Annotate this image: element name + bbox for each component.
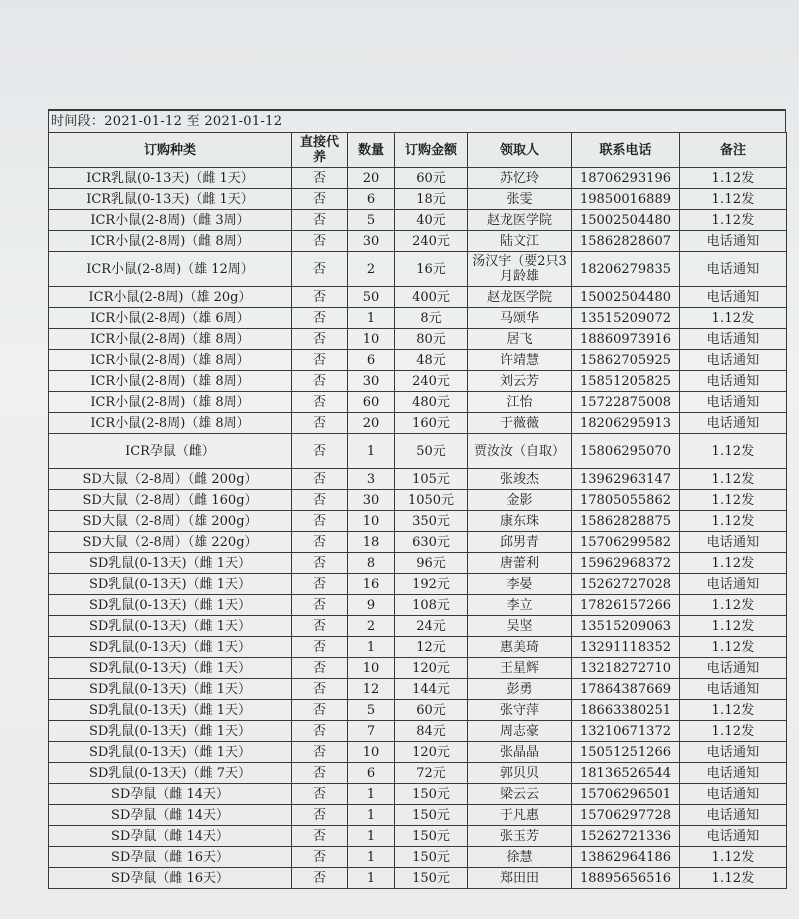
amount-cell: 50元 — [395, 434, 468, 469]
phone-cell: 15262721336 — [572, 826, 680, 847]
amount-cell: 150元 — [395, 868, 468, 889]
amount-cell: 480元 — [395, 392, 468, 413]
phone-cell: 13291118352 — [572, 637, 680, 658]
amount-cell: 400元 — [395, 287, 468, 308]
species-cell: SD乳鼠(0-13天)（雌 1天） — [49, 553, 292, 574]
quantity-cell: 10 — [348, 329, 395, 350]
recipient-cell: 李晏 — [468, 574, 572, 595]
direct-care-cell: 否 — [292, 434, 348, 469]
species-cell: SD孕鼠（雌 14天） — [49, 826, 292, 847]
phone-cell: 13210671372 — [572, 721, 680, 742]
remark-cell: 1.12发 — [680, 210, 787, 231]
amount-cell: 192元 — [395, 574, 468, 595]
recipient-cell: 徐慧 — [468, 847, 572, 868]
species-cell: SD大鼠（2-8周）（雄 220g） — [49, 532, 292, 553]
direct-care-cell: 否 — [292, 371, 348, 392]
table-header-row — [49, 133, 787, 168]
header-species: 订购种类 — [49, 133, 292, 168]
direct-care-cell: 否 — [292, 826, 348, 847]
recipient-cell: 江怡 — [468, 392, 572, 413]
recipient-cell: 周志豪 — [468, 721, 572, 742]
header-remark: 备注 — [680, 133, 787, 168]
species-cell: ICR小鼠(2-8周)（雄 20g） — [49, 287, 292, 308]
quantity-cell: 16 — [348, 574, 395, 595]
recipient-cell: 赵龙医学院 — [468, 287, 572, 308]
quantity-cell: 5 — [348, 210, 395, 231]
amount-cell: 8元 — [395, 308, 468, 329]
recipient-cell: 金影 — [468, 490, 572, 511]
species-cell: SD乳鼠(0-13天)（雌 7天） — [49, 763, 292, 784]
species-cell: ICR乳鼠(0-13天)（雌 1天） — [49, 168, 292, 189]
table-row — [49, 553, 787, 574]
species-cell: ICR小鼠(2-8周)（雄 8周） — [49, 413, 292, 434]
quantity-cell: 10 — [348, 511, 395, 532]
remark-cell: 电话通知 — [680, 252, 787, 287]
table-row — [49, 574, 787, 595]
amount-cell: 60元 — [395, 700, 468, 721]
quantity-cell: 8 — [348, 553, 395, 574]
quantity-cell: 1 — [348, 805, 395, 826]
remark-cell: 电话通知 — [680, 679, 787, 700]
order-table — [48, 132, 787, 889]
direct-care-cell: 否 — [292, 252, 348, 287]
table-row — [49, 287, 787, 308]
amount-cell: 144元 — [395, 679, 468, 700]
remark-cell: 1.12发 — [680, 434, 787, 469]
recipient-cell: 邱男青 — [468, 532, 572, 553]
table-row — [49, 637, 787, 658]
remark-cell: 电话通知 — [680, 350, 787, 371]
quantity-cell: 20 — [348, 413, 395, 434]
direct-care-cell: 否 — [292, 679, 348, 700]
direct-care-cell: 否 — [292, 168, 348, 189]
phone-cell: 15706299582 — [572, 532, 680, 553]
header-direct-care: 直接代养 — [292, 133, 348, 168]
remark-cell: 电话通知 — [680, 231, 787, 252]
amount-cell: 96元 — [395, 553, 468, 574]
remark-cell: 电话通知 — [680, 826, 787, 847]
remark-cell: 1.12发 — [680, 700, 787, 721]
remark-cell: 1.12发 — [680, 189, 787, 210]
recipient-cell: 汤汉宇（要2只3月龄雄 — [468, 252, 572, 287]
species-cell: ICR小鼠(2-8周)（雄 8周） — [49, 392, 292, 413]
table-row — [49, 308, 787, 329]
table-row — [49, 371, 787, 392]
amount-cell: 80元 — [395, 329, 468, 350]
phone-cell: 15862828607 — [572, 231, 680, 252]
remark-cell: 电话通知 — [680, 287, 787, 308]
remark-cell: 电话通知 — [680, 532, 787, 553]
direct-care-cell: 否 — [292, 511, 348, 532]
species-cell: SD大鼠（2-8周）（雄 200g） — [49, 511, 292, 532]
remark-cell: 电话通知 — [680, 392, 787, 413]
species-cell: ICR小鼠(2-8周)（雌 8周） — [49, 231, 292, 252]
remark-cell: 电话通知 — [680, 574, 787, 595]
recipient-cell: 李立 — [468, 595, 572, 616]
amount-cell: 1050元 — [395, 490, 468, 511]
recipient-cell: 张竣杰 — [468, 469, 572, 490]
phone-cell: 13218272710 — [572, 658, 680, 679]
phone-cell: 18206295913 — [572, 413, 680, 434]
remark-cell: 电话通知 — [680, 413, 787, 434]
remark-cell: 1.12发 — [680, 511, 787, 532]
amount-cell: 24元 — [395, 616, 468, 637]
quantity-cell: 60 — [348, 392, 395, 413]
recipient-cell: 康东珠 — [468, 511, 572, 532]
direct-care-cell: 否 — [292, 287, 348, 308]
recipient-cell: 张守萍 — [468, 700, 572, 721]
period-label: 时间段：2021-01-12 至 2021-01-12 — [48, 109, 786, 132]
amount-cell: 40元 — [395, 210, 468, 231]
amount-cell: 16元 — [395, 252, 468, 287]
phone-cell: 17864387669 — [572, 679, 680, 700]
species-cell: ICR小鼠(2-8周)（雄 8周） — [49, 329, 292, 350]
recipient-cell: 于凡惠 — [468, 805, 572, 826]
amount-cell: 150元 — [395, 826, 468, 847]
phone-cell: 17805055862 — [572, 490, 680, 511]
amount-cell: 150元 — [395, 805, 468, 826]
species-cell: ICR小鼠(2-8周)（雄 12周） — [49, 252, 292, 287]
direct-care-cell: 否 — [292, 637, 348, 658]
recipient-cell: 吴坚 — [468, 616, 572, 637]
recipient-cell: 许靖慧 — [468, 350, 572, 371]
remark-cell: 1.12发 — [680, 595, 787, 616]
amount-cell: 18元 — [395, 189, 468, 210]
direct-care-cell: 否 — [292, 658, 348, 679]
remark-cell: 1.12发 — [680, 616, 787, 637]
recipient-cell: 惠美琦 — [468, 637, 572, 658]
quantity-cell: 3 — [348, 469, 395, 490]
amount-cell: 48元 — [395, 350, 468, 371]
remark-cell: 1.12发 — [680, 168, 787, 189]
amount-cell: 108元 — [395, 595, 468, 616]
phone-cell: 15862705925 — [572, 350, 680, 371]
quantity-cell: 12 — [348, 679, 395, 700]
direct-care-cell: 否 — [292, 532, 348, 553]
direct-care-cell: 否 — [292, 210, 348, 231]
quantity-cell: 6 — [348, 350, 395, 371]
direct-care-cell: 否 — [292, 616, 348, 637]
phone-cell: 15862828875 — [572, 511, 680, 532]
quantity-cell: 5 — [348, 700, 395, 721]
direct-care-cell: 否 — [292, 469, 348, 490]
phone-cell: 15962968372 — [572, 553, 680, 574]
phone-cell: 18706293196 — [572, 168, 680, 189]
table-row — [49, 392, 787, 413]
table-row — [49, 658, 787, 679]
quantity-cell: 1 — [348, 308, 395, 329]
recipient-cell: 郭贝贝 — [468, 763, 572, 784]
amount-cell: 120元 — [395, 658, 468, 679]
header-phone: 联系电话 — [572, 133, 680, 168]
quantity-cell: 2 — [348, 252, 395, 287]
quantity-cell: 6 — [348, 763, 395, 784]
table-row — [49, 434, 787, 469]
table-row — [49, 595, 787, 616]
recipient-cell: 于薇薇 — [468, 413, 572, 434]
amount-cell: 630元 — [395, 532, 468, 553]
species-cell: SD大鼠（2-8周）（雌 160g） — [49, 490, 292, 511]
recipient-cell: 居飞 — [468, 329, 572, 350]
remark-cell: 1.12发 — [680, 868, 787, 889]
table-row — [49, 763, 787, 784]
quantity-cell: 9 — [348, 595, 395, 616]
remark-cell: 1.12发 — [680, 490, 787, 511]
recipient-cell: 陆文江 — [468, 231, 572, 252]
direct-care-cell: 否 — [292, 721, 348, 742]
remark-cell: 1.12发 — [680, 308, 787, 329]
quantity-cell: 1 — [348, 434, 395, 469]
species-cell: SD乳鼠(0-13天)（雌 1天） — [49, 658, 292, 679]
recipient-cell: 郑田田 — [468, 868, 572, 889]
amount-cell: 84元 — [395, 721, 468, 742]
species-cell: SD乳鼠(0-13天)（雌 1天） — [49, 595, 292, 616]
remark-cell: 1.12发 — [680, 553, 787, 574]
remark-cell: 电话通知 — [680, 329, 787, 350]
species-cell: ICR孕鼠（雌） — [49, 434, 292, 469]
phone-cell: 15722875008 — [572, 392, 680, 413]
recipient-cell: 彭勇 — [468, 679, 572, 700]
recipient-cell: 张晶晶 — [468, 742, 572, 763]
direct-care-cell: 否 — [292, 350, 348, 371]
recipient-cell: 苏忆玲 — [468, 168, 572, 189]
direct-care-cell: 否 — [292, 763, 348, 784]
direct-care-cell: 否 — [292, 490, 348, 511]
species-cell: ICR小鼠(2-8周)（雄 6周） — [49, 308, 292, 329]
recipient-cell: 贾汝汝（自取） — [468, 434, 572, 469]
table-row — [49, 329, 787, 350]
table-row — [49, 252, 787, 287]
table-row — [49, 826, 787, 847]
remark-cell: 电话通知 — [680, 371, 787, 392]
phone-cell: 13515209063 — [572, 616, 680, 637]
table-row — [49, 350, 787, 371]
amount-cell: 240元 — [395, 371, 468, 392]
direct-care-cell: 否 — [292, 392, 348, 413]
quantity-cell: 50 — [348, 287, 395, 308]
remark-cell: 电话通知 — [680, 742, 787, 763]
direct-care-cell: 否 — [292, 413, 348, 434]
species-cell: SD孕鼠（雌 16天） — [49, 868, 292, 889]
table-row — [49, 168, 787, 189]
direct-care-cell: 否 — [292, 231, 348, 252]
quantity-cell: 1 — [348, 826, 395, 847]
amount-cell: 160元 — [395, 413, 468, 434]
quantity-cell: 1 — [348, 784, 395, 805]
quantity-cell: 1 — [348, 847, 395, 868]
phone-cell: 18136526544 — [572, 763, 680, 784]
direct-care-cell: 否 — [292, 574, 348, 595]
quantity-cell: 1 — [348, 637, 395, 658]
direct-care-cell: 否 — [292, 308, 348, 329]
species-cell: SD乳鼠(0-13天)（雌 1天） — [49, 574, 292, 595]
remark-cell: 电话通知 — [680, 658, 787, 679]
quantity-cell: 18 — [348, 532, 395, 553]
recipient-cell: 王星辉 — [468, 658, 572, 679]
phone-cell: 15806295070 — [572, 434, 680, 469]
species-cell: SD乳鼠(0-13天)（雌 1天） — [49, 700, 292, 721]
table-row — [49, 868, 787, 889]
phone-cell: 15002504480 — [572, 210, 680, 231]
direct-care-cell: 否 — [292, 805, 348, 826]
quantity-cell: 30 — [348, 231, 395, 252]
species-cell: SD孕鼠（雌 16天） — [49, 847, 292, 868]
phone-cell: 19850016889 — [572, 189, 680, 210]
table-row — [49, 532, 787, 553]
quantity-cell: 10 — [348, 658, 395, 679]
phone-cell: 13862964186 — [572, 847, 680, 868]
table-row — [49, 616, 787, 637]
phone-cell: 18860973916 — [572, 329, 680, 350]
species-cell: ICR小鼠(2-8周)（雄 8周） — [49, 371, 292, 392]
amount-cell: 105元 — [395, 469, 468, 490]
amount-cell: 120元 — [395, 742, 468, 763]
recipient-cell: 刘云芳 — [468, 371, 572, 392]
table-row — [49, 469, 787, 490]
phone-cell: 17826157266 — [572, 595, 680, 616]
amount-cell: 72元 — [395, 763, 468, 784]
amount-cell: 150元 — [395, 784, 468, 805]
direct-care-cell: 否 — [292, 847, 348, 868]
phone-cell: 13515209072 — [572, 308, 680, 329]
remark-cell: 1.12发 — [680, 469, 787, 490]
direct-care-cell: 否 — [292, 329, 348, 350]
species-cell: SD乳鼠(0-13天)（雌 1天） — [49, 637, 292, 658]
table-row — [49, 700, 787, 721]
phone-cell: 15851205825 — [572, 371, 680, 392]
remark-cell: 电话通知 — [680, 805, 787, 826]
phone-cell: 15706297728 — [572, 805, 680, 826]
remark-cell: 电话通知 — [680, 784, 787, 805]
amount-cell: 60元 — [395, 168, 468, 189]
recipient-cell: 梁云云 — [468, 784, 572, 805]
species-cell: SD大鼠（2-8周）（雌 200g） — [49, 469, 292, 490]
phone-cell: 15706296501 — [572, 784, 680, 805]
table-row — [49, 847, 787, 868]
direct-care-cell: 否 — [292, 553, 348, 574]
direct-care-cell: 否 — [292, 595, 348, 616]
species-cell: SD乳鼠(0-13天)（雌 1天） — [49, 721, 292, 742]
quantity-cell: 30 — [348, 371, 395, 392]
table-row — [49, 413, 787, 434]
species-cell: SD孕鼠（雌 14天） — [49, 784, 292, 805]
quantity-cell: 20 — [348, 168, 395, 189]
amount-cell: 240元 — [395, 231, 468, 252]
species-cell: ICR小鼠(2-8周)（雄 8周） — [49, 350, 292, 371]
table-row — [49, 742, 787, 763]
amount-cell: 12元 — [395, 637, 468, 658]
species-cell: SD孕鼠（雌 14天） — [49, 805, 292, 826]
remark-cell: 1.12发 — [680, 637, 787, 658]
recipient-cell: 马颂华 — [468, 308, 572, 329]
direct-care-cell: 否 — [292, 868, 348, 889]
remark-cell: 1.12发 — [680, 847, 787, 868]
phone-cell: 15002504480 — [572, 287, 680, 308]
recipient-cell: 张玉芳 — [468, 826, 572, 847]
table-row — [49, 721, 787, 742]
table-row — [49, 210, 787, 231]
quantity-cell: 10 — [348, 742, 395, 763]
species-cell: SD乳鼠(0-13天)（雌 1天） — [49, 679, 292, 700]
species-cell: SD乳鼠(0-13天)（雌 1天） — [49, 742, 292, 763]
species-cell: ICR小鼠(2-8周)（雌 3周） — [49, 210, 292, 231]
table-row — [49, 805, 787, 826]
recipient-cell: 唐蕾利 — [468, 553, 572, 574]
phone-cell: 18206279835 — [572, 252, 680, 287]
table-row — [49, 490, 787, 511]
quantity-cell: 1 — [348, 868, 395, 889]
remark-cell: 电话通知 — [680, 763, 787, 784]
header-amount: 订购金额 — [395, 133, 468, 168]
phone-cell: 15051251266 — [572, 742, 680, 763]
table-row — [49, 231, 787, 252]
header-recipient: 领取人 — [468, 133, 572, 168]
table-row — [49, 679, 787, 700]
species-cell: SD乳鼠(0-13天)（雌 1天） — [49, 616, 292, 637]
phone-cell: 18895656516 — [572, 868, 680, 889]
header-quantity: 数量 — [348, 133, 395, 168]
table-row — [49, 784, 787, 805]
phone-cell: 15262727028 — [572, 574, 680, 595]
direct-care-cell: 否 — [292, 189, 348, 210]
quantity-cell: 6 — [348, 189, 395, 210]
species-cell: ICR乳鼠(0-13天)（雌 1天） — [49, 189, 292, 210]
remark-cell: 1.12发 — [680, 721, 787, 742]
table-row — [49, 189, 787, 210]
quantity-cell: 7 — [348, 721, 395, 742]
recipient-cell: 张雯 — [468, 189, 572, 210]
amount-cell: 150元 — [395, 847, 468, 868]
table-body — [49, 168, 787, 889]
order-sheet — [48, 109, 786, 889]
amount-cell: 350元 — [395, 511, 468, 532]
direct-care-cell: 否 — [292, 784, 348, 805]
phone-cell: 13962963147 — [572, 469, 680, 490]
quantity-cell: 2 — [348, 616, 395, 637]
direct-care-cell: 否 — [292, 742, 348, 763]
recipient-cell: 赵龙医学院 — [468, 210, 572, 231]
quantity-cell: 30 — [348, 490, 395, 511]
table-row — [49, 511, 787, 532]
phone-cell: 18663380251 — [572, 700, 680, 721]
direct-care-cell: 否 — [292, 700, 348, 721]
